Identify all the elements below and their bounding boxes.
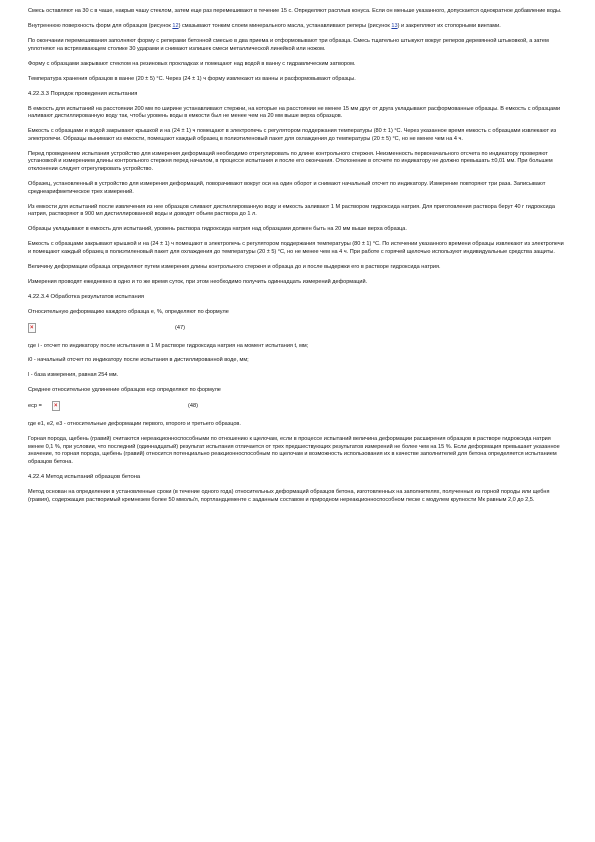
equation-lhs: еср =	[28, 403, 42, 410]
paragraph: Относительную деформацию каждого образца е, %, определяют по формуле	[28, 308, 229, 315]
paragraph: Образцы укладывают в емкость для испытаний, уровень раствора гидроксида натрия над образцами должен быть на 20 мм выше верха образца.	[28, 226, 407, 233]
paragraph: Среднее относительное удлинение образцов еср определяют по формуле	[28, 387, 221, 394]
paragraph: i0 - начальный отсчет по индикатору после испытания в дистиллированной воде, мм;	[28, 357, 249, 364]
section-heading: 4.22.3.4 Обработка результатов испытания	[28, 293, 145, 300]
paragraph: Форму с образцами закрывают стеклом на резиновых прокладках и помещают над водой в ванну с гидравлическим затвором.	[28, 60, 356, 67]
formula-47	[28, 323, 567, 337]
text-span: Внутреннюю поверхность форм для образцов (рисунок	[28, 22, 173, 29]
paragraph: Измерения проводят ежедневно в одно и то же время суток, при этом необходимо получить одиннадцать измерений деформаций.	[28, 278, 368, 285]
paragraph: где i - отсчет по индикатору после испытания в 1 М растворе гидроксида натрия на момент испытания t, мм;	[28, 342, 309, 349]
section-heading: 4.22.4 Метод испытаний образцов бетона	[28, 473, 141, 480]
paragraph: Емкость с образцами закрывают крышкой и на (24 ± 1) ч помещают в электропечь с регулятором поддержания температуры (80 ± 1) °С. По истечении указанного времени образцы извлекают из электропечи и помещают каждый образец в полиэтиленовый пакет для охлаждения до температуры (20 ± 5) °С, но не менее чем на 4 ч. При работе с горячей щелочью используют индивидуальные средства защиты.	[28, 241, 564, 255]
paragraph: где е1, е2, е3 - относительные деформации первого, второго и третьего образцов.	[28, 421, 241, 428]
paragraph: Перед проведением испытания устройство для измерения деформаций необходимо отрегулировать по длине контрольного стержня. Неизменность первоначального отсчета по индикатору проверяют установкой и измерением длины контрольного стержня перед началом, в процессе испытания и после его окончания. Отклонение в отсчете по индикатору не должно превышать ±0,01 мм. При большем отклонении следует отрегулировать устройство.	[28, 150, 553, 173]
paragraph: Из емкости для испытаний после извлечения из нее образцов сливают дистиллированную воду и емкость заливают 1 М раствором гидроксида натрия. Для приготовления раствора берут 40 г гидроксида натрия, растворяют в 900 мл дистиллированной воды и доводят объем раствора до 1 л.	[28, 203, 555, 218]
paragraph: Температура хранения образцов в ванне (20 ± 5) °С. Через (24 ± 1) ч форму извлекают из ванны и расформовывают образцы.	[28, 75, 356, 82]
paragraph: Величину деформации образца определяют путем измерения длины контрольного стержня и образца до и после выдержки его в растворе гидроксида натрия.	[28, 263, 441, 270]
formula-48	[28, 401, 567, 415]
paragraph: По окончании перемешивания заполняют форму с реперами бетонной смесью в два приема и отформовывают три образца. Смесь тщательно штыкуют вокруг реперов деревянной штыковкой, а затем уплотняют на встряхивающем столике 30 ударами и снимают излишек смеси металлической линейкой или ножом.	[28, 37, 549, 52]
text-span: ) и закрепляют их стопорными винтами.	[397, 22, 501, 29]
section-heading: 4.22.3.3 Порядок проведения испытания	[28, 90, 138, 97]
broken-image-icon: ×	[28, 323, 36, 333]
paragraph-figure-refs	[28, 23, 567, 31]
paragraph: Метод основан на определении в установленные сроки (в течение одного года) относительных деформаций образцов бетона, изготовленных на заполнителях, полученных из горной породы или щебня (гравия), содержащих растворимый кремнезем более 50 ммоль/л, портландцементе с заданным составом и природном нереакционноспособном песке с модулем крупности Мк равным 2,0 до 2,5.	[28, 488, 550, 503]
paragraph: Горная порода, щебень (гравий) считаются нереакционноспособными по отношению к щелочам, если в процессе испытаний величина деформации расширения образцов в растворе гидроксида натрия менее 0,1 %, при условии, что последний (одиннадцатый) результат испытания отличается от трех предшествующих результатов измерений не более чем на 15 %. Если деформация превышает указанное значение, то горная порода, щебень (гравий) относится потенциально реакционноспособным по щелочам и возможность использования их в качестве заполнителей для бетона определяется испытанием образцов бетона.	[28, 436, 560, 465]
paragraph: Емкость с образцами и водой закрывают крышкой и на (24 ± 1) ч помещают в электропечь с регулятором поддержания температуры (80 ± 1) °С. Через указанное время емкость с образцами извлекают из электропечи. Образцы вынимают из емкости, помещают каждый образец в полиэтиленовый пакет для охлаждения до температуры (20 ± 5) °С, но не менее чем на 4 ч.	[28, 128, 557, 142]
equation-number: (47)	[175, 324, 185, 331]
figure-13-link[interactable]: 13	[391, 22, 398, 29]
paragraph: Образец, установленный в устройство для измерения деформаций, поворачивают вокруг оси на один оборот и снимают начальный отсчет по индикатору. Измерение повторяют три раза. Записывают среднеарифметическое трех измерений.	[28, 181, 546, 195]
text-span: ) смазывают тонким слоем минерального масла, устанавливают реперы (рисунок	[178, 22, 392, 29]
figure-12-link[interactable]: 12	[172, 22, 179, 29]
equation-number: (48)	[188, 403, 198, 410]
paragraph: Смесь оставляют на 30 с в чаше, накрыв чашу стеклом, затем еще раз перемешивают в течение 15 с. Определяют расплыв конуса. Если он меньше указанного, допускается однократное добавление воды.	[28, 8, 562, 14]
paragraph: В емкость для испытаний на расстоянии 200 мм по ширине устанавливают стержни, на которые на расстоянии не менее 15 мм друг от друга укладывают расформованные образцы. В емкость с образцами наливают дистиллированную воду так, чтобы уровень воды в емкости был не менее чем на 20 мм выше верха образцов.	[28, 105, 561, 120]
paragraph: l - база измерения, равная 254 мм.	[28, 372, 119, 379]
broken-image-icon: ×	[52, 401, 60, 411]
